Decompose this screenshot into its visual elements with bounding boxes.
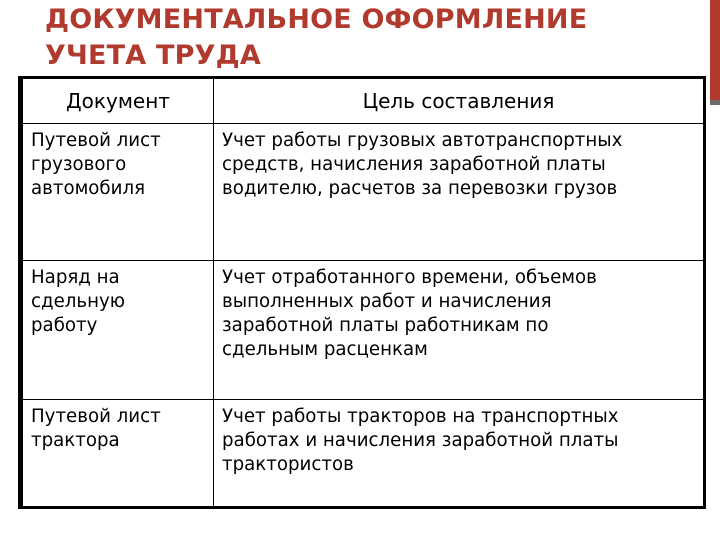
- column-header-document: Документ: [23, 79, 214, 124]
- documents-table: [22, 78, 704, 507]
- cell-document-text: Наряд на сдельную работу: [31, 267, 126, 336]
- table-header: [23, 79, 704, 124]
- table-row: [23, 261, 704, 400]
- cell-purpose-text: Учет работы грузовых автотранспортных средств, начисления заработной платы водителю, расчетов за перевозки грузов: [222, 130, 623, 199]
- slide-title-line-1: ДОКУМЕНТАЛЬНОЕ ОФОРМЛЕНИЕ: [45, 4, 588, 35]
- cell-document: [23, 124, 214, 261]
- table-row: [23, 124, 704, 261]
- cell-purpose: [214, 400, 704, 507]
- slide-title: [45, 2, 587, 74]
- cell-purpose: [214, 261, 704, 400]
- cell-document: [23, 400, 214, 507]
- table-body: [23, 124, 704, 507]
- cell-document-text: Путевой лист грузового автомобиля: [31, 130, 161, 199]
- cell-document: [23, 261, 214, 400]
- table-row: [23, 400, 704, 507]
- slide-title-line-2: УЧЕТА ТРУДА: [45, 40, 261, 71]
- table-header-row: [23, 79, 704, 124]
- column-header-purpose: Цель составления: [214, 79, 704, 124]
- cell-purpose: [214, 124, 704, 261]
- cell-purpose-text: Учет работы тракторов на транспортных работах и начисления заработной платы трактористов: [222, 406, 619, 475]
- documents-table-frame: [20, 76, 706, 509]
- decorative-accent-bar: [710, 0, 720, 100]
- cell-document-text: Путевой лист трактора: [31, 406, 161, 451]
- cell-purpose-text: Учет отработанного времени, объемов выполненных работ и начисления заработной платы работникам по сдельным расценкам: [222, 267, 597, 360]
